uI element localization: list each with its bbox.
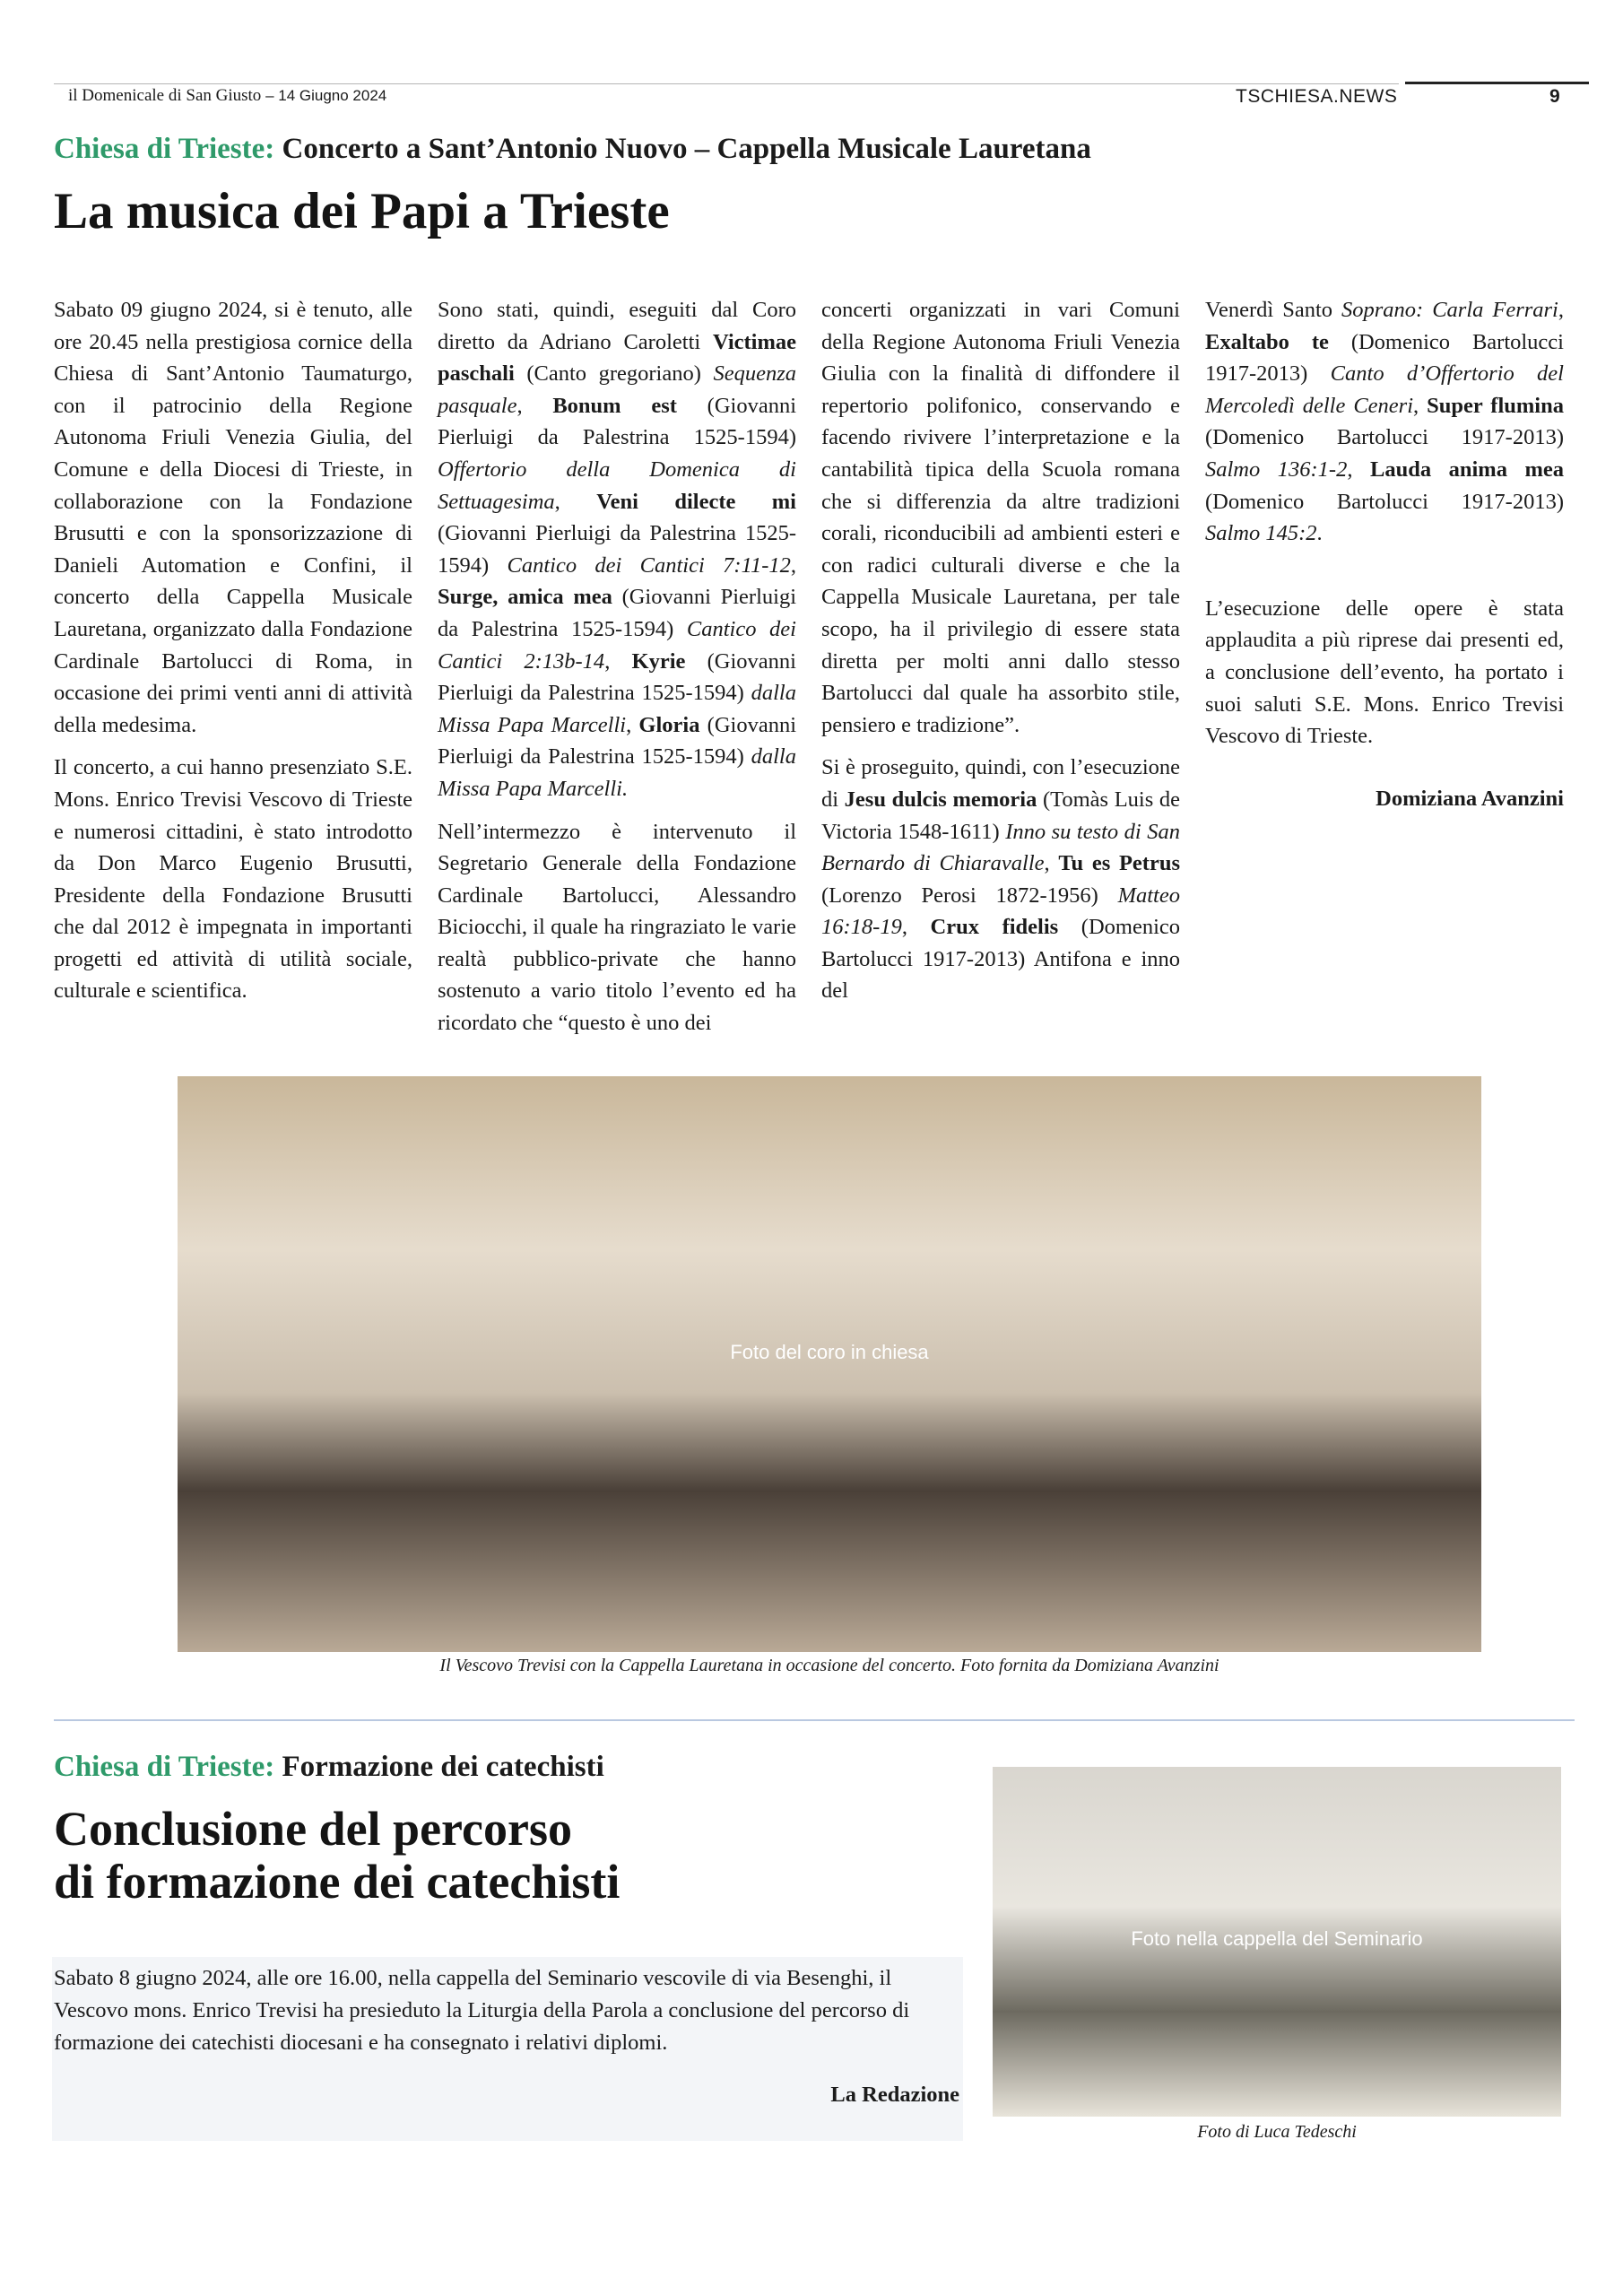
article1-kicker (54, 133, 1091, 166)
header-publication (68, 86, 386, 106)
header-rule-left (54, 83, 1399, 84)
article2-headline-line-1: Conclusione del percorso (54, 1802, 572, 1856)
article2-headline-line-2: di formazione dei catechisti (54, 1855, 621, 1909)
article1-column-4 (1205, 294, 1564, 814)
article2-text-box (52, 1957, 963, 2141)
article1-kicker-title: Concerto a Sant’Antonio Nuovo – Cappella Musicale Lauretana (282, 133, 1091, 165)
header-rule-right (1405, 82, 1589, 84)
article1-paragraph: Si è proseguito, quindi, con l’esecuzione di Jesu dulcis memoria (Tomàs Luis de Victoria 1548-1611) Inno su testo di San Bernardo di Chiaravalle, Tu es Petrus (Lorenzo Perosi 1872-1956) Matteo 16:18-19, Crux fidelis (Domenico Bartolucci 1917-2013) Antifona e inno del (821, 755, 1181, 1004)
article2-author: La Redazione (830, 2083, 959, 2107)
article1-paragraph: Sono stati, quindi, eseguiti dal Coro diretto da Adriano Caroletti Victimae paschali (Canto gregoriano) Sequenza pasquale, Bonum est (Giovanni Pierluigi da Palestrina 1525-1594) Offertorio della Domenica di Settuagesima, Veni dilecte mi (Giovanni Pierluigi da Palestrina 1525-1594) Cantico dei Cantici 7:11-12, Surge, amica mea (Giovanni Pierluigi da Palestrina 1525-1594) Cantico dei Cantici 2:13b-14, Kyrie (Giovanni Pierluigi da Palestrina 1525-1594) dalla Missa Papa Marcelli, Gloria (Giovanni Pierluigi da Palestrina 1525-1594) dalla Missa Papa Marcelli. (438, 298, 797, 801)
article2-body: Sabato 8 giugno 2024, alle ore 16.00, nella cappella del Seminario vescovile di via Besenghi, il Vescovo mons. Enrico Trevisi ha presieduto la Liturgia della Parola a conclusione del percorso di formazione dei catechisti diocesani e ha consegnato i relativi diplomi. (54, 1966, 910, 2055)
article1-paragraph: Sabato 09 giugno 2024, si è tenuto, alle ore 20.45 nella prestigiosa cornice della Chiesa di Sant’Antonio Taumaturgo, con il patrocinio della Regione Autonoma Friuli Venezia Giulia, del Comune e della Diocesi di Trieste, in collaborazione con la Fondazione Brusutti e con la sponsorizzazione di Danieli Automation e Confini, il concerto della Cappella Musicale Lauretana, organizzato dalla Fondazione Cardinale Bartolucci di Roma, in occasione dei primi venti anni di attività della medesima. (54, 298, 412, 737)
section-separator (54, 1719, 1575, 1721)
article1-paragraph: Venerdì Santo Soprano: Carla Ferrari, Exaltabo te (Domenico Bartolucci 1917-2013) Canto d’Offertorio del Mercoledì delle Ceneri, Super flumina (Domenico Bartolucci 1917-2013) Salmo 136:1-2, Lauda anima mea (Domenico Bartolucci 1917-2013) Salmo 145:2. (1205, 298, 1565, 546)
article2-headline (54, 1803, 620, 1909)
catechists-photo-caption: Foto di Luca Tedeschi (1197, 2122, 1357, 2142)
article2-kicker-label: Chiesa di Trieste: (54, 1751, 275, 1783)
article1-column-2 (438, 294, 796, 1039)
article1-paragraph: concerti organizzati in vari Comuni della Regione Autonoma Friuli Venezia Giulia con la finalità di diffondere il repertorio polifonico, conservando e facendo rivivere l’interpretazione e la cantabilità tipica della Scuola romana che si differenzia da altre tradizioni corali, riconducibili ad ambienti esteri e con radici culturali diverse e che la Cappella Musicale Lauretana, per tale scopo, ha il privilegio di essere stata diretta per molti anni dallo stesso Bartolucci dal quale ha assorbito stile, pensiero e tradizione”. (821, 298, 1180, 737)
article1-paragraph: Il concerto, a cui hanno presenziato S.E. Mons. Enrico Trevisi Vescovo di Trieste e numerosi cittadini, è stato introdotto da Don Marco Eugenio Brusutti, Presidente della Fondazione Brusutti che dal 2012 è impegnata in importanti progetti ed attività di utilità sociale, culturale e scientifica. (54, 755, 412, 1004)
choir-photo-caption: Il Vescovo Trevisi con la Cappella Lauretana in occasione del concerto. Foto fornita da Domiziana Avanzini (439, 1656, 1219, 1675)
article1-author: Domiziana Avanzini (1376, 786, 1564, 811)
article2-kicker-title: Formazione dei catechisti (282, 1751, 604, 1783)
publication-date: – 14 Giugno 2024 (265, 87, 387, 104)
article1-paragraph: L’esecuzione delle opere è stata applaudita a più riprese dai presenti ed, a conclusione dell’evento, ha portato i suoi saluti S.E. Mons. Enrico Trevisi Vescovo di Trieste. (1205, 596, 1564, 749)
catechists-photo (993, 1767, 1561, 2117)
article2-kicker (54, 1751, 604, 1784)
choir-photo-placeholder: Foto del coro in chiesa (730, 1341, 929, 1364)
catechists-photo-placeholder: Foto nella cappella del Seminario (1131, 1927, 1423, 1951)
header-site: TSCHIESA.NEWS (1236, 86, 1398, 107)
article1-column-3 (821, 294, 1180, 1007)
choir-photo (178, 1076, 1481, 1652)
article1-kicker-label: Chiesa di Trieste: (54, 133, 275, 165)
page-number: 9 (1549, 86, 1560, 107)
article1-paragraph: Nell’intermezzo è intervenuto il Segretario Generale della Fondazione Cardinale Bartolucci, Alessandro Biciocchi, il quale ha ringraziato le varie realtà pubblico-private che hanno sostenuto a vario titolo l’evento ed ha ricordato che “questo è uno dei (438, 819, 796, 1036)
publication-name: il Domenicale di San Giusto (68, 86, 262, 105)
article1-headline: La musica dei Papi a Trieste (54, 183, 670, 239)
article1-column-1 (54, 294, 412, 1007)
